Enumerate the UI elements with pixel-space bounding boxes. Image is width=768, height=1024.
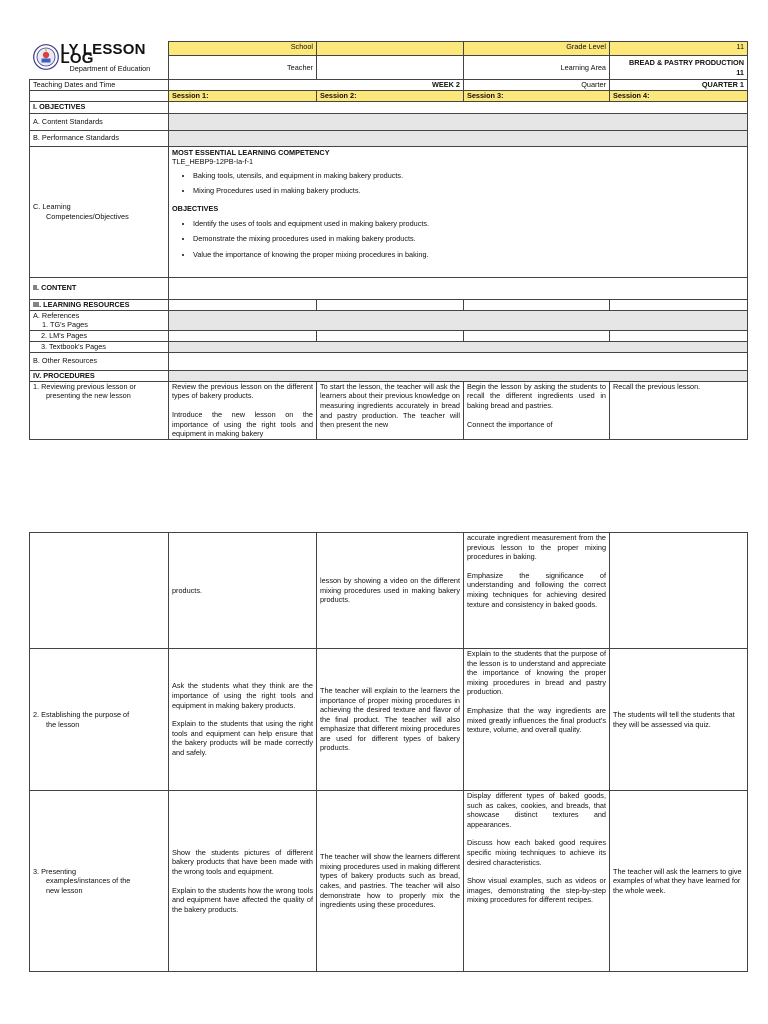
learning-competencies-label <box>30 146 169 277</box>
content-value <box>169 277 748 299</box>
procedure-2-label <box>30 649 169 791</box>
objectives-heading: I. OBJECTIVES <box>30 101 169 113</box>
lm-s4 <box>610 330 748 341</box>
procedure-1-session-2: To start the lesson, the teacher will ask the learners about their previous knowledge on measuring ingredients accurately in bread and pastry production. The teacher will then present the new <box>317 381 464 439</box>
procedure-1-session-1-cont: products. <box>169 533 317 649</box>
procedure-2-label-line2: the lesson <box>46 719 80 729</box>
other-resources-label: B. Other Resources <box>30 352 169 370</box>
procedure-1-session-1 <box>169 381 317 439</box>
lr-s2 <box>317 299 464 310</box>
textbook-pages-label: 3. Textbook's Pages <box>30 341 169 352</box>
procedure-1-label-line1: 1. Reviewing previous lesson or <box>33 381 137 391</box>
procedure-3-session-4: The teacher will ask the learners to give examples of what they have learned for the whole week. <box>610 791 748 972</box>
objective-item: • Identify the uses of tools and equipment used in making bakery products. <box>193 219 744 229</box>
p2-s3-para: Explain to the students that the purpose of the lesson is to understand and appreciate the importance of knowing the proper mixing procedures in bread and pastry production. <box>467 649 606 697</box>
procedures-blank <box>169 370 748 381</box>
procedure-3-label-line1: 3. Presenting <box>33 866 76 876</box>
session-4-header: Session 4: <box>610 90 748 101</box>
content-heading: II. CONTENT <box>30 277 169 299</box>
procedure-1-session-4: Recall the previous lesson. <box>610 381 748 439</box>
p2-s3-para: Emphasize that the way ingredients are mixed greatly influences the final product's texture, volume, and overall quality. <box>467 705 606 735</box>
melc-item: • Mixing Procedures used in making bakery products. <box>193 186 744 196</box>
content-standards-label: A. Content Standards <box>30 113 169 130</box>
department-name: Department of Education <box>69 63 151 73</box>
teacher-label: Teacher <box>169 56 317 80</box>
p3-s1-para: Explain to the students how the wrong tools and equipment have affected the quality of the bakery products. <box>172 885 313 914</box>
p2-s1-para: Explain to the students that using the right tools and equipment can help ensure that the bakery products will be made correctly and safely. <box>172 719 313 757</box>
lr-s1 <box>169 299 317 310</box>
learning-area-line2: 11 <box>736 67 744 77</box>
teacher-value <box>317 56 464 80</box>
p1-s3-para: Connect the importance of <box>467 419 553 429</box>
deped-seal-icon <box>33 44 59 70</box>
p1-s1-para: Introduce the new lesson on the importance of using the right tools and equipment in making bakery <box>172 409 313 439</box>
learning-competencies-content <box>169 146 748 277</box>
grade-level-value: 11 <box>610 42 748 56</box>
objectives-subheading: OBJECTIVES <box>172 203 219 213</box>
procedure-2-session-4: The students will tell the students that they will be assessed via quiz. <box>610 649 748 791</box>
learning-competencies-line2: Competencies/Objectives <box>46 211 129 221</box>
melc-item: • Baking tools, utensils, and equipment in making bakery products. <box>193 171 744 181</box>
session-1-header: Session 1: <box>169 90 317 101</box>
session-header-blank <box>30 90 169 101</box>
procedures-heading: IV. PROCEDURES <box>30 370 169 381</box>
procedure-2-label-line1: 2. Establishing the purpose of <box>33 709 130 719</box>
quarter-value: QUARTER 1 <box>610 80 748 91</box>
header-logo-block <box>30 42 169 80</box>
procedure-1-session-3 <box>464 381 610 439</box>
learning-area-value <box>610 56 748 80</box>
dates-label: Teaching Dates and Time <box>30 80 169 91</box>
lr-s4 <box>610 299 748 310</box>
content-standards-value <box>169 113 748 130</box>
references-text: A. References <box>33 310 80 320</box>
procedure-3-session-1 <box>169 791 317 972</box>
p2-s1-para: Ask the students what they think are the importance of using the right tools and equipment in making bakery products. <box>172 681 313 710</box>
procedure-1-label-line2: presenting the new lesson <box>46 391 131 401</box>
tg-pages-text: 1. TG's Pages <box>42 320 88 330</box>
page-title: LY LESSON LOG <box>60 41 146 68</box>
references-label <box>30 310 169 330</box>
procedure-3-label-line3: new lesson <box>46 885 83 895</box>
melc-heading: MOST ESSENTIAL LEARNING COMPETENCY <box>172 147 330 157</box>
references-value <box>169 310 748 330</box>
lm-pages-label: 2. LM's Pages <box>30 330 169 341</box>
objective-item: • Value the importance of knowing the proper mixing procedures in baking. <box>193 250 744 260</box>
procedure-2-session-3 <box>464 649 610 791</box>
school-label: School <box>169 42 317 56</box>
lm-s1 <box>169 330 317 341</box>
learning-area-line1: BREAD & PASTRY PRODUCTION <box>628 57 744 67</box>
session-3-header: Session 3: <box>464 90 610 101</box>
lr-s3 <box>464 299 610 310</box>
objective-item: • Demonstrate the mixing procedures used in making bakery products. <box>193 234 744 244</box>
week-value: WEEK 2 <box>169 80 464 91</box>
p1-s3-para: Begin the lesson by asking the students to recall the different ingredients used in baking bread and pastries. <box>467 381 606 410</box>
procedure-3-label <box>30 791 169 972</box>
lesson-log-table-page1 <box>29 41 748 440</box>
learning-resources-heading: III. LEARNING RESOURCES <box>30 299 169 310</box>
p3-s1-para: Show the students pictures of different bakery products that have been made with the wrong tools and equipment. <box>172 847 313 876</box>
lesson-log-table-page2 <box>29 532 748 972</box>
procedure-3-label-line2: examples/instances of the <box>46 876 131 886</box>
p1-s3-cont-para: Emphasize the significance of understanding and following the correct mixing techniques for achieving desired texture and consistency in baked goods. <box>467 570 606 609</box>
p1-s1-para: Review the previous lesson on the different types of bakery products. <box>172 381 313 401</box>
objectives-blank <box>169 101 748 113</box>
procedure-2-session-2: The teacher will explain to the learners the importance of proper mixing procedures in achieving the desired texture and flavor of the final product. The teacher will also emphasize that different mixing procedures are used for different types of bakery products. <box>317 649 464 791</box>
textbook-pages-value <box>169 341 748 352</box>
school-value <box>317 42 464 56</box>
learning-competencies-line1: C. Learning <box>33 202 71 211</box>
lm-s3 <box>464 330 610 341</box>
procedure-1-session-2-cont: lesson by showing a video on the different mixing procedures used in making bakery products. <box>317 533 464 649</box>
p1-s3-cont-para: accurate ingredient measurement from the previous lesson to the proper mixing procedures in baking. <box>467 533 606 562</box>
session-2-header: Session 2: <box>317 90 464 101</box>
procedure-3-session-3 <box>464 791 610 972</box>
p3-s3-para: Display different types of baked goods, such as cakes, cookies, and breads, that showcase distinct textures and appearances. <box>467 791 606 829</box>
learning-area-label: Learning Area <box>464 56 610 80</box>
performance-standards-label: B. Performance Standards <box>30 130 169 146</box>
lm-s2 <box>317 330 464 341</box>
procedure-1-label-cont <box>30 533 169 649</box>
procedure-1-label <box>30 381 169 439</box>
p3-s3-para: Show visual examples, such as videos or images, demonstrating the step-by-step mixing procedures for different recipes. <box>467 876 606 905</box>
quarter-label: Quarter <box>464 80 610 91</box>
procedure-1-session-3-cont <box>464 533 610 649</box>
other-resources-value <box>169 352 748 370</box>
procedure-1-session-4-cont <box>610 533 748 649</box>
grade-level-label: Grade Level <box>464 42 610 56</box>
performance-standards-value <box>169 130 748 146</box>
melc-code: TLE_HEBP9-12PB-Ia-f-1 <box>172 157 254 167</box>
procedure-3-session-2: The teacher will show the learners different mixing procedures used in making different types of bakery products such as bread, cakes, and pastries. The teacher will also demonstrate how to properly mix the ingredients using these procedures. <box>317 791 464 972</box>
procedure-2-session-1 <box>169 649 317 791</box>
p3-s3-para: Discuss how each baked good requires specific mixing techniques to achieve its desired characteristics. <box>467 838 606 867</box>
